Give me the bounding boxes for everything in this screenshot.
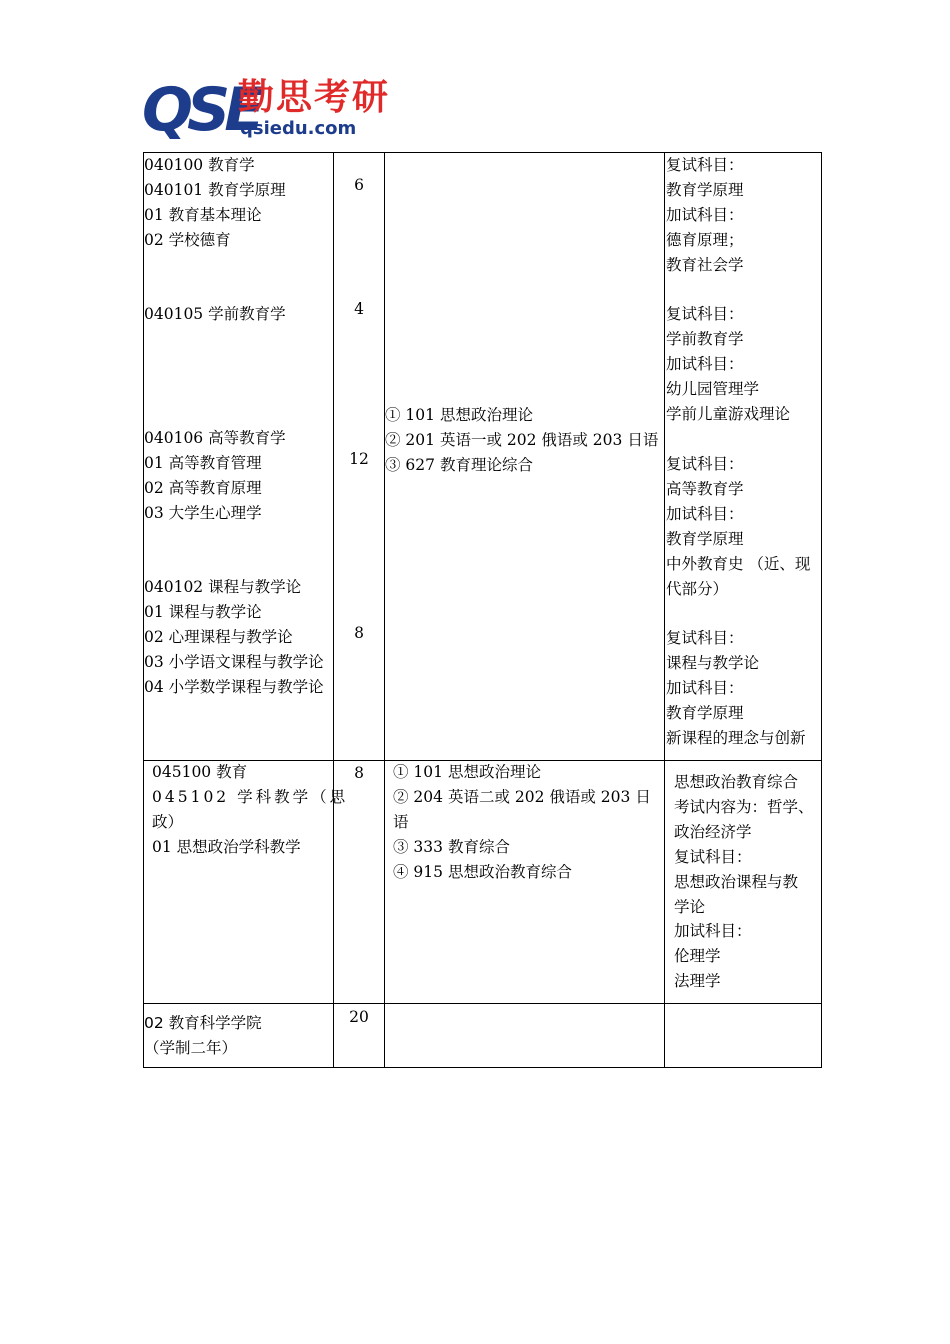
note-line: 学论 — [674, 897, 706, 916]
note-line: 课程与教学论 — [666, 653, 760, 672]
program-line: 040101 教育学原理 — [144, 180, 286, 199]
program-line: 040100 教育学 — [144, 156, 255, 174]
exam-line: ③ 333 教育综合 — [393, 837, 510, 856]
exam-line: ② 204 英语二或 202 俄语或 203 日 — [393, 787, 651, 806]
exam-line: ② 201 英语一或 202 俄语或 203 日语 — [385, 430, 659, 449]
row-divider-2 — [143, 1003, 822, 1004]
note-line: 学前教育学 — [666, 329, 744, 348]
exam-line: ① 101 思想政治理论 — [393, 763, 541, 781]
table-border-right — [821, 152, 822, 1068]
exam-subjects — [393, 760, 651, 885]
note-block — [666, 153, 744, 278]
column-divider-3 — [664, 152, 665, 1068]
quota-value: 20 — [349, 1008, 369, 1026]
note-block — [666, 626, 806, 751]
note-line: 考试内容为：哲学、 — [674, 797, 814, 816]
program-line: 04 小学数学课程与教学论 — [144, 677, 324, 696]
logo-brand-name: 勤思考研 — [238, 77, 391, 118]
note-line: 加试科目： — [666, 354, 744, 373]
quota-value: 6 — [354, 176, 364, 194]
note-block — [674, 770, 814, 994]
column-divider-2 — [384, 152, 385, 1068]
program-table — [143, 152, 822, 1068]
column-divider-1 — [333, 152, 334, 1068]
note-line: 思想政治课程与教 — [674, 872, 799, 891]
note-line: 教育学原理 — [666, 529, 744, 548]
program-line: 03 小学语文课程与教学论 — [144, 652, 324, 671]
note-line: 复试科目： — [666, 455, 744, 473]
quota-value: 4 — [354, 300, 364, 318]
quota-value: 12 — [349, 450, 369, 468]
college-block — [144, 1011, 262, 1061]
note-line: 复试科目： — [666, 629, 744, 647]
college-duration: （学制二年） — [144, 1038, 238, 1057]
program-line: 01 思想政治学科教学 — [152, 837, 301, 856]
program-line: 01 教育基本理论 — [144, 205, 262, 224]
program-line: 045100 教育 — [152, 763, 248, 781]
program-line: 02 学校德育 — [144, 230, 231, 249]
table-border-bottom — [143, 1067, 822, 1068]
note-line: 幼儿园管理学 — [666, 379, 760, 398]
program-block-subject-teaching — [152, 760, 348, 860]
note-line: 复试科目： — [666, 305, 744, 323]
program-line: 040105 学前教育学 — [144, 305, 286, 323]
note-line: 思想政治教育综合 — [674, 773, 799, 791]
note-line: 代部分） — [666, 579, 729, 598]
program-block-higher-education — [144, 426, 286, 526]
note-line: 新课程的理念与创新 — [666, 728, 806, 747]
note-line: 教育社会学 — [666, 255, 744, 274]
note-block — [666, 302, 790, 427]
program-line: 02 心理课程与教学论 — [144, 627, 293, 646]
note-line: 政治经济学 — [674, 822, 752, 841]
program-line: 040102 课程与教学论 — [144, 578, 302, 596]
note-line: 教育学原理 — [666, 703, 744, 722]
note-line: 教育学原理 — [666, 180, 744, 199]
college-name: 02 教育科学学院 — [144, 1014, 262, 1032]
program-block-preschool — [144, 302, 286, 327]
note-line: 加试科目： — [666, 205, 744, 224]
program-line: 040106 高等教育学 — [144, 429, 286, 447]
note-line: 复试科目： — [666, 156, 744, 174]
program-block-education — [144, 153, 286, 253]
program-line: 02 高等教育原理 — [144, 478, 262, 497]
program-block-curriculum — [144, 575, 324, 700]
exam-line: ③ 627 教育理论综合 — [385, 455, 533, 474]
exam-line: 语 — [393, 812, 409, 831]
logo-letters: QSE — [142, 75, 260, 145]
program-line: 01 高等教育管理 — [144, 453, 262, 472]
program-line: 01 课程与教学论 — [144, 602, 262, 621]
note-line: 法理学 — [674, 972, 721, 991]
logo-url: qsiedu.com — [240, 118, 357, 139]
exam-line: ① 101 思想政治理论 — [385, 406, 533, 424]
note-line: 加试科目： — [666, 504, 744, 523]
note-line: 加试科目： — [666, 678, 744, 697]
note-line: 加试科目： — [674, 922, 752, 941]
program-line: 政） — [152, 812, 184, 831]
exam-subjects — [385, 403, 658, 478]
program-line: 045102 学科教学（思 — [152, 787, 349, 806]
exam-line: ④ 915 思想政治教育综合 — [393, 862, 572, 881]
quota-value: 8 — [354, 764, 364, 782]
note-line: 德育原理； — [666, 230, 744, 249]
note-line: 学前儿童游戏理论 — [666, 404, 791, 423]
qse-logo — [142, 76, 412, 146]
note-line: 复试科目： — [674, 847, 752, 866]
note-line: 伦理学 — [674, 947, 721, 966]
note-line: 中外教育史 （近、现 — [666, 554, 811, 573]
quota-value: 8 — [354, 624, 364, 642]
note-block — [666, 452, 810, 601]
program-line: 03 大学生心理学 — [144, 503, 262, 522]
note-line: 高等教育学 — [666, 479, 744, 498]
